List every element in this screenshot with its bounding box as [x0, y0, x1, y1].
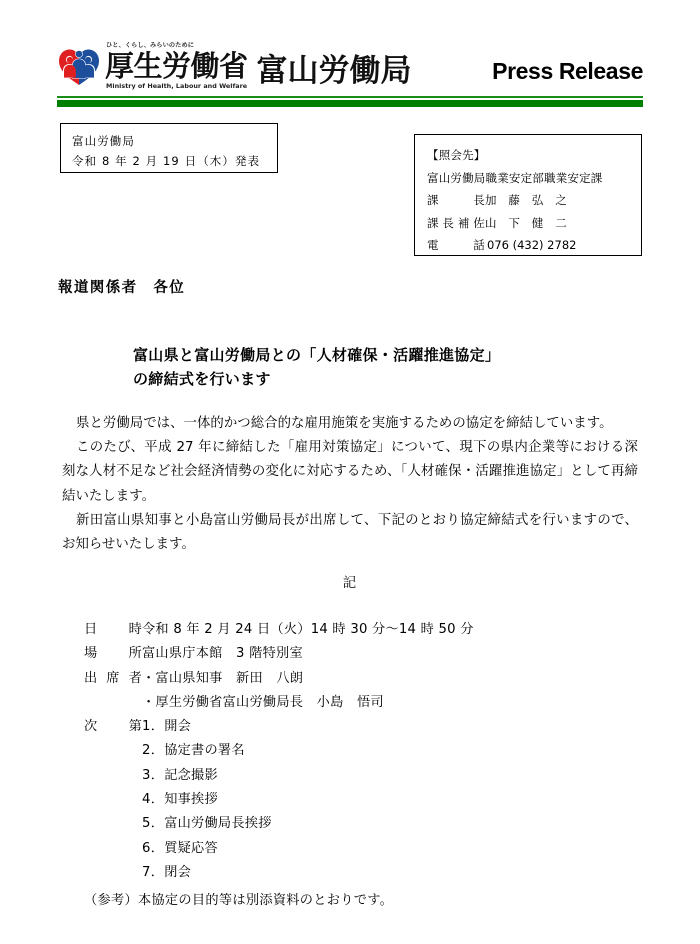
detail-label-datetime: 日 時	[84, 622, 142, 637]
header-rule-thin	[57, 96, 643, 98]
contact-label-section-chief: 課 長	[427, 193, 485, 207]
agenda-number-7: 7．	[142, 864, 165, 880]
ministry-name-jp: 厚生労働省	[105, 49, 248, 83]
agenda-item-3	[84, 764, 644, 788]
press-release-label: Press Release	[492, 58, 643, 84]
bureau-name-jp: 富山労働局	[256, 53, 412, 89]
ministry-name-en: Ministry of Health, Labour and Welfare	[106, 82, 248, 90]
detail-row-attendees	[84, 667, 644, 691]
agenda-text-3: 記念撮影	[164, 767, 218, 783]
contact-row	[427, 234, 641, 257]
contact-row	[427, 212, 641, 235]
agenda-text-5: 富山労働局長挨拶	[164, 816, 272, 832]
detail-row-datetime	[84, 618, 644, 642]
agenda-number-3: 3．	[142, 767, 165, 783]
mhlw-logo	[57, 42, 412, 91]
ki-mark: 記	[342, 576, 358, 591]
agenda-item-2	[84, 739, 644, 763]
page-title	[133, 343, 603, 391]
page-title-line-2: の締結式を行います	[133, 370, 271, 388]
agenda-number-5: 5．	[142, 816, 165, 832]
agenda-text-2: 協定書の署名	[164, 743, 245, 759]
contact-row	[427, 189, 641, 212]
agenda-item-6	[84, 837, 644, 861]
agenda-item-5	[84, 812, 644, 836]
agenda-number-6: 6．	[142, 840, 165, 856]
contact-heading: 【照会先】	[427, 148, 486, 162]
detail-value-venue: 富山県庁本館 3 階特別室	[142, 646, 303, 662]
body-paragraph-2: このたび、平成 27 年に締結した「雇用対策協定」について、現下の県内企業等における深刻な人材不足など社会経済情勢の変化に対応するため、「人材確保・活躍推進協定」として再締結いたします。	[62, 440, 638, 504]
detail-row-agenda	[84, 715, 644, 739]
agenda-text-1: 開会	[164, 719, 192, 735]
addressee: 報道関係者 各位	[58, 280, 186, 296]
agenda-number-4: 4．	[142, 792, 165, 808]
contact-value-telephone: 076 (432) 2782	[487, 238, 577, 252]
event-details	[84, 618, 644, 885]
contact-value-section-chief: 加 藤 弘 之	[485, 193, 567, 207]
ministry-tagline: ひと、くらし、みらいのために	[106, 42, 195, 49]
detail-value-attendee-2: ・厚生労働省富山労働局長 小島 悟司	[142, 694, 384, 710]
agenda-text-4: 知事挨拶	[164, 792, 218, 808]
agenda-text-7: 閉会	[164, 864, 192, 880]
body-paragraph-3: 新田富山県知事と小島富山労働局長が出席して、下記のとおり協定締結式を行いますので、お知らせいたします。	[62, 512, 638, 553]
contact-value-deputy-chief: 山 下 健 二	[485, 215, 567, 230]
detail-value-attendee-1: ・富山県知事 新田 八朗	[142, 670, 304, 686]
issuer-box	[60, 123, 278, 173]
agenda-text-6: 質疑応答	[164, 840, 218, 856]
detail-label-attendees: 出席者	[84, 670, 142, 686]
document-header	[57, 42, 643, 108]
contact-box	[414, 134, 642, 256]
header-rule-thick	[57, 100, 643, 107]
ministry-name-block	[105, 42, 248, 90]
contact-label-telephone: 電 話	[427, 238, 485, 252]
footnote: （参考）本協定の目的等は別添資料のとおりです。	[84, 893, 394, 908]
agenda-item-7	[84, 861, 644, 885]
mhlw-heart-figures-logo-icon	[57, 45, 101, 89]
issuer-date: 令和 8 年 2 月 19 日（木）発表	[72, 154, 261, 168]
agenda-item-1	[142, 715, 191, 739]
body-text	[62, 412, 638, 557]
agenda-item-4	[84, 788, 644, 812]
contact-label-deputy-chief: 課長補佐	[427, 215, 485, 230]
issuer-office: 富山労働局	[72, 134, 135, 148]
detail-label-agenda: 次 第	[84, 719, 142, 735]
page-title-line-1: 富山県と富山労働局との「人材確保・活躍推進協定」	[133, 346, 501, 364]
agenda-number-1: 1．	[142, 719, 165, 735]
agenda-number-2: 2．	[142, 743, 165, 759]
detail-value-datetime: 令和 8 年 2 月 24 日（火）14 時 30 分〜14 時 50 分	[142, 622, 474, 637]
detail-label-venue: 場 所	[84, 646, 142, 662]
body-paragraph-1: 県と労働局では、一体的かつ総合的な雇用施策を実施するための協定を締結しています。	[76, 416, 613, 431]
detail-row-venue	[84, 642, 644, 666]
contact-department: 富山労働局職業安定部職業安定課	[427, 170, 603, 185]
